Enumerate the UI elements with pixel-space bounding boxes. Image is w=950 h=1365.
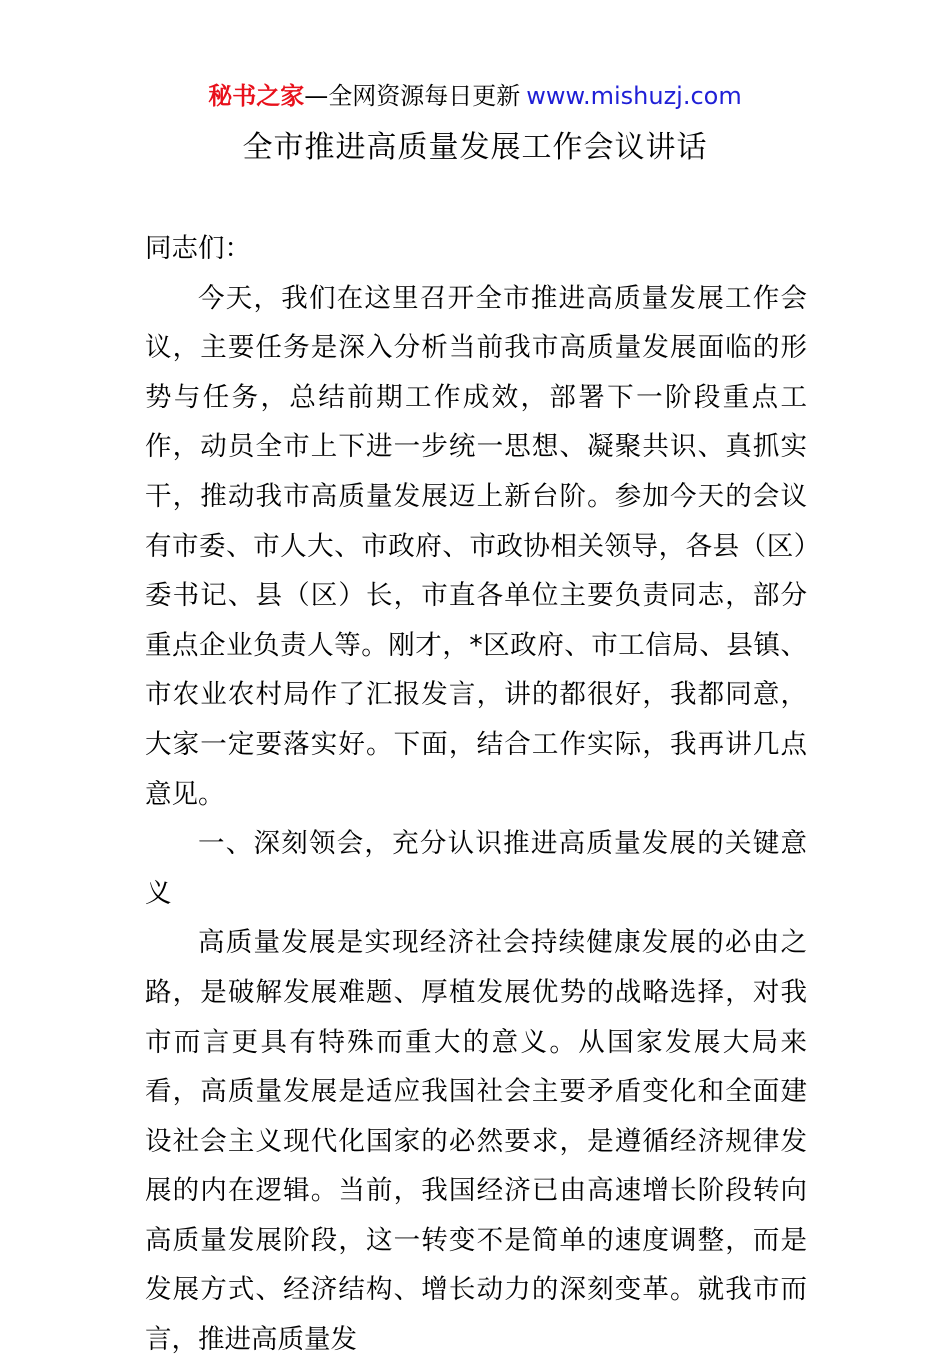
- body-paragraph: 今天，我们在这里召开全市推进高质量发展工作会议，主要任务是深入分析当前我市高质量发展面临的形势与任务，总结前期工作成效，部署下一阶段重点工作，动员全市上下进一步统一思想、凝聚共识、真抓实干，推动我市高质量发展迈上新台阶。参加今天的会议有市委、市人大、市政府、市政协相关领导，各县（区）委书记、县（区）长，市直各单位主要负责同志，部分重点企业负责人等。刚才，*区政府、市工信局、县镇、市农业农村局作了汇报发言，讲的都很好，我都同意，大家一定要落实好。下面，结合工作实际，我再讲几点意见。: [145, 282, 807, 810]
- brand-name: 秘书之家: [208, 82, 305, 110]
- salutation: 同志们：: [145, 233, 251, 264]
- body-paragraph: 高质量发展是实现经济社会持续健康发展的必由之路，是破解发展难题、厚植发展优势的战略选择，对我市而言更具有特殊而重大的意义。从国家发展大局来看，高质量发展是适应我国社会主要矛盾变化和全面建设社会主义现代化国家的必然要求，是遵循经济规律发展的内在逻辑。当前，我国经济已由高速增长阶段转向高质量发展阶段，这一转变不是简单的速度调整，而是发展方式、经济结构、增长动力的深刻变革。就我市而言，推进高质量发: [145, 927, 807, 1356]
- section-heading: 一、深刻领会，充分认识推进高质量发展的关键意义: [145, 828, 807, 909]
- site-url-link[interactable]: www.mishuzj.com: [526, 82, 742, 110]
- document-body: [145, 224, 807, 1365]
- site-banner: [0, 79, 950, 113]
- document-title: 全市推进高质量发展工作会议讲话: [242, 130, 708, 165]
- banner-tagline: —全网资源每日更新: [304, 82, 521, 110]
